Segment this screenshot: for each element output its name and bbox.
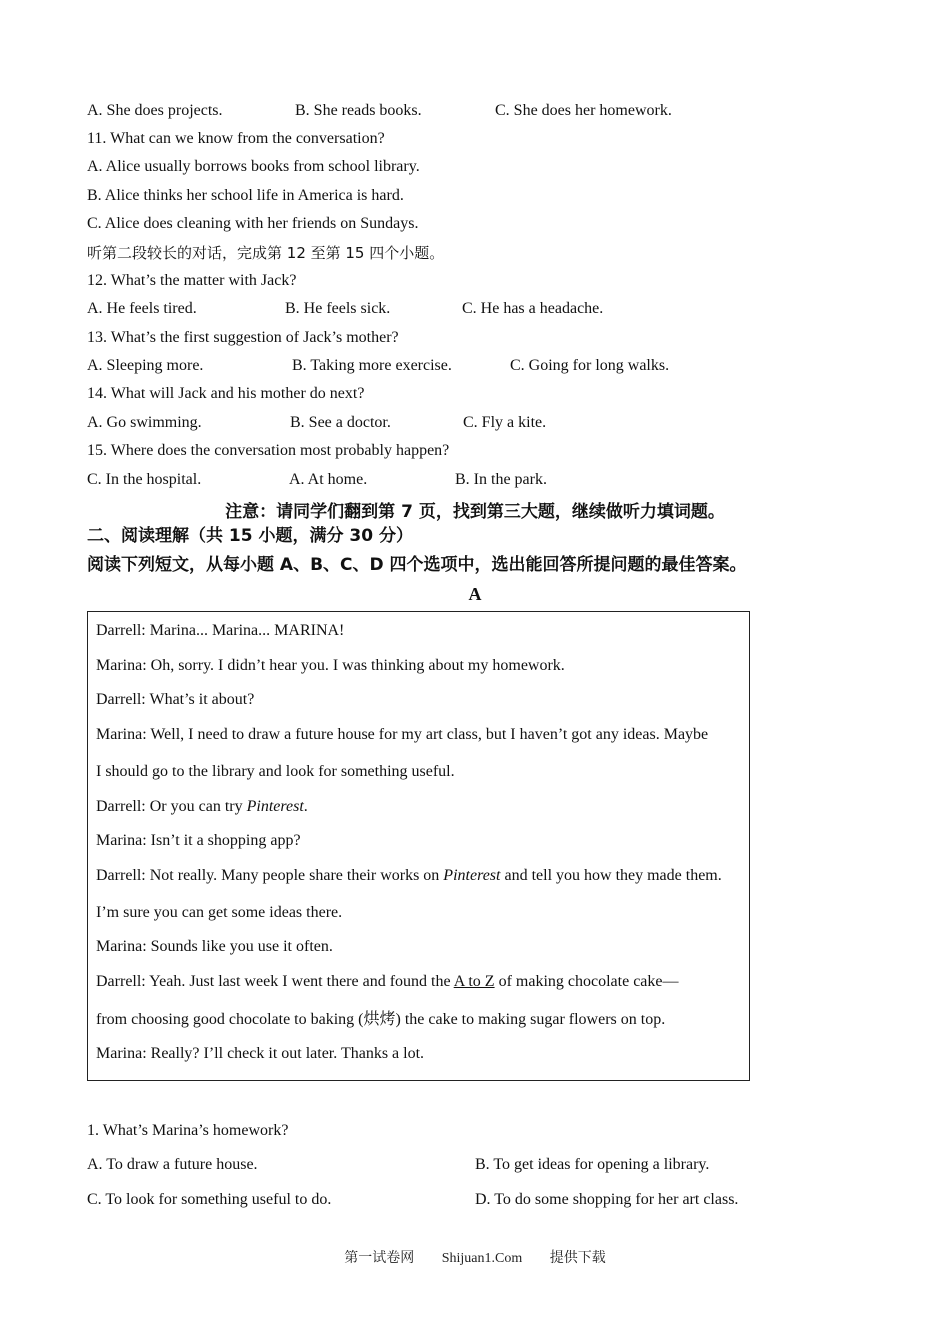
- dialogue-text: Darrell: Yeah. Just last week I went there and found the: [96, 973, 454, 990]
- r1-option-a: A. To draw a future house.: [87, 1156, 258, 1173]
- q15-option-a: A. At home.: [289, 471, 368, 488]
- pinterest-app-name: Pinterest: [443, 867, 501, 884]
- q13-option-b: B. Taking more exercise.: [292, 357, 452, 374]
- q14-question: 14. What will Jack and his mother do next?: [87, 385, 365, 402]
- q12-option-b: B. He feels sick.: [285, 300, 391, 317]
- q10-option-c: C. She does her homework.: [495, 102, 672, 119]
- dialogue-line: Darrell: Marina... Marina... MARINA!: [96, 622, 345, 639]
- dialogue-text: Darrell: Not really. Many people share their works on: [96, 867, 444, 884]
- footer-site-url: Shijuan1.Com: [441, 1251, 523, 1266]
- dialogue-line: Marina: Really? I’ll check it out later. Thanks a lot.: [96, 1045, 425, 1062]
- q11-option-a: A. Alice usually borrows books from school library.: [87, 158, 420, 175]
- section-instruction: 听第二段较长的对话，完成第 12 至第 15 四个小题。: [87, 244, 445, 262]
- q12-question: 12. What’s the matter with Jack?: [87, 272, 297, 289]
- q13-option-c: C. Going for long walks.: [510, 357, 670, 374]
- q15-option-b: B. In the park.: [455, 471, 547, 488]
- dialogue-line: [96, 972, 679, 992]
- dialogue-line: Marina: Sounds like you use it often.: [96, 938, 333, 955]
- dialogue-line: Marina: Well, I need to draw a future house for my art class, but I haven’t got any ideas. Maybe: [96, 726, 709, 743]
- q14-option-c: C. Fly a kite.: [463, 414, 547, 431]
- dialogue-line: I’m sure you can get some ideas there.: [96, 904, 343, 921]
- dialogue-line: [96, 866, 722, 886]
- r1-option-b: B. To get ideas for opening a library.: [475, 1156, 710, 1173]
- dialogue-line: [96, 797, 308, 817]
- part2-title: 二、阅读理解（共 15 小题，满分 30 分）: [87, 526, 413, 546]
- r1-option-c: C. To look for something useful to do.: [87, 1191, 332, 1208]
- dialogue-text: .: [303, 798, 308, 815]
- notice: 注意：请同学们翻到第 7 页，找到第三大题，继续做听力填词题。: [225, 502, 725, 522]
- dialogue-line: Marina: Oh, sorry. I didn’t hear you. I was thinking about my homework.: [96, 657, 565, 674]
- page-footer: [0, 1247, 950, 1267]
- q12-option-c: C. He has a headache.: [462, 300, 604, 317]
- passage-label: A: [468, 584, 482, 604]
- q12-option-a: A. He feels tired.: [87, 300, 197, 317]
- dialogue-line: from choosing good chocolate to baking (烘烤) the cake to making sugar flowers on top.: [96, 1011, 666, 1028]
- q10-option-b: B. She reads books.: [295, 102, 422, 119]
- dialogue-text: Darrell: Or you can try: [96, 798, 247, 815]
- dialogue-text: and tell you how they made them.: [500, 867, 722, 884]
- q11-question: 11. What can we know from the conversation?: [87, 130, 385, 147]
- q13-option-a: A. Sleeping more.: [87, 357, 204, 374]
- part2-instruction: 阅读下列短文，从每小题 A、B、C、D 四个选项中，选出能回答所提问题的最佳答案。: [87, 555, 747, 575]
- footer-site-name: 第一试卷网: [344, 1250, 415, 1266]
- q13-question: 13. What’s the first suggestion of Jack’s mother?: [87, 329, 399, 346]
- q10-option-a: A. She does projects.: [87, 102, 223, 119]
- q15-question: 15. Where does the conversation most probably happen?: [87, 442, 450, 459]
- r1-question: 1. What’s Marina’s homework?: [87, 1122, 289, 1139]
- dialogue-line: Marina: Isn’t it a shopping app?: [96, 832, 301, 849]
- underlined-phrase: A to Z: [453, 973, 495, 990]
- q14-option-b: B. See a doctor.: [290, 414, 391, 431]
- dialogue-line: I should go to the library and look for something useful.: [96, 763, 455, 780]
- q11-option-c: C. Alice does cleaning with her friends on Sundays.: [87, 215, 419, 232]
- q15-option-c: C. In the hospital.: [87, 471, 202, 488]
- q11-option-b: B. Alice thinks her school life in America is hard.: [87, 187, 404, 204]
- dialogue-text: of making chocolate cake—: [494, 973, 679, 990]
- footer-download-text: 提供下载: [549, 1250, 606, 1266]
- r1-option-d: D. To do some shopping for her art class.: [475, 1191, 739, 1208]
- pinterest-app-name: Pinterest: [246, 798, 304, 815]
- q14-option-a: A. Go swimming.: [87, 414, 202, 431]
- dialogue-line: Darrell: What’s it about?: [96, 691, 255, 708]
